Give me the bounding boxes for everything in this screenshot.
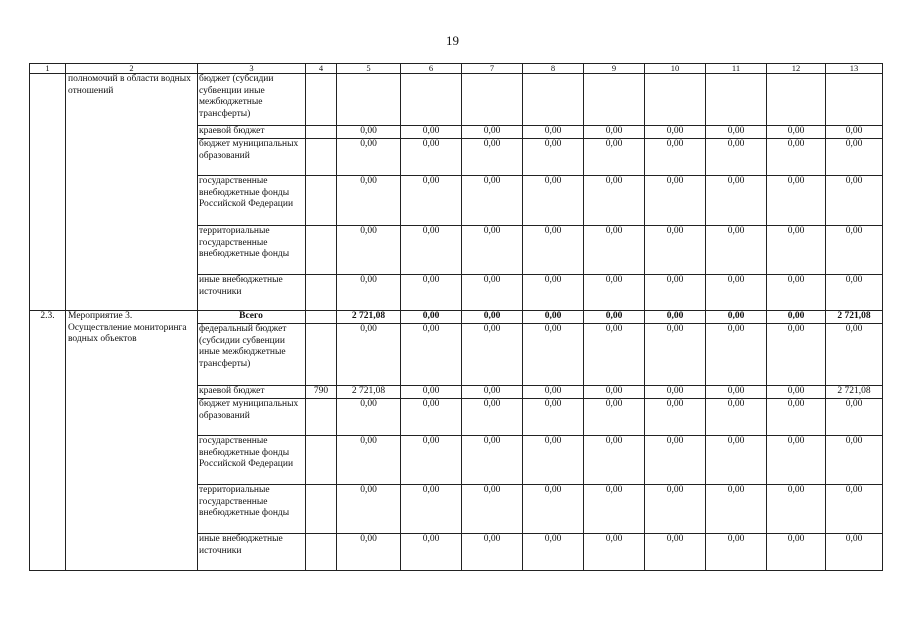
value-cell: 0,00	[645, 275, 706, 311]
funding-source: территориальные государственные внебюджетные фонды	[198, 226, 306, 275]
value-cell: 0,00	[645, 399, 706, 436]
code-cell	[306, 324, 337, 386]
value-cell: 0,00	[401, 311, 462, 324]
column-header-9: 9	[584, 64, 645, 74]
code-cell	[306, 399, 337, 436]
value-cell: 0,00	[401, 126, 462, 139]
value-cell: 0,00	[401, 275, 462, 311]
value-cell	[767, 74, 826, 126]
value-cell: 0,00	[706, 386, 767, 399]
table-row	[30, 311, 883, 324]
value-cell: 0,00	[462, 226, 523, 275]
value-cell: 0,00	[584, 311, 645, 324]
value-cell: 0,00	[584, 226, 645, 275]
value-cell: 0,00	[523, 485, 584, 534]
funding-source: государственные внебюджетные фонды Российской Федерации	[198, 176, 306, 226]
value-cell: 0,00	[767, 436, 826, 485]
value-cell: 0,00	[401, 324, 462, 386]
value-cell: 0,00	[826, 275, 883, 311]
value-cell	[523, 74, 584, 126]
value-cell: 0,00	[645, 485, 706, 534]
value-cell: 0,00	[826, 399, 883, 436]
value-cell: 0,00	[523, 399, 584, 436]
value-cell: 0,00	[645, 176, 706, 226]
value-cell: 0,00	[401, 386, 462, 399]
column-header-8: 8	[523, 64, 584, 74]
value-cell: 0,00	[337, 485, 401, 534]
value-cell: 0,00	[523, 226, 584, 275]
item-name: полномочий в области водных отношений	[66, 74, 198, 311]
value-cell: 0,00	[523, 436, 584, 485]
value-cell: 0,00	[401, 436, 462, 485]
value-cell: 0,00	[706, 275, 767, 311]
value-cell: 0,00	[523, 324, 584, 386]
value-cell: 0,00	[706, 324, 767, 386]
value-cell: 0,00	[584, 534, 645, 571]
value-cell: 0,00	[523, 534, 584, 571]
value-cell: 0,00	[767, 226, 826, 275]
funding-source: иные внебюджетные источники	[198, 275, 306, 311]
value-cell: 0,00	[523, 176, 584, 226]
value-cell: 0,00	[523, 126, 584, 139]
value-cell: 0,00	[584, 386, 645, 399]
code-cell	[306, 139, 337, 176]
value-cell: 0,00	[706, 399, 767, 436]
value-cell: 0,00	[462, 139, 523, 176]
code-cell	[306, 311, 337, 324]
value-cell: 0,00	[462, 126, 523, 139]
value-cell: 2 721,08	[337, 386, 401, 399]
value-cell: 2 721,08	[826, 386, 883, 399]
value-cell: 0,00	[462, 386, 523, 399]
value-cell	[645, 74, 706, 126]
value-cell	[706, 74, 767, 126]
value-cell: 0,00	[826, 436, 883, 485]
column-header-11: 11	[706, 64, 767, 74]
value-cell: 0,00	[462, 324, 523, 386]
code-cell	[306, 436, 337, 485]
column-header-3: 3	[198, 64, 306, 74]
page-number: 19	[446, 33, 459, 48]
value-cell: 0,00	[523, 139, 584, 176]
value-cell: 0,00	[706, 311, 767, 324]
value-cell: 0,00	[706, 485, 767, 534]
value-cell: 0,00	[462, 399, 523, 436]
funding-source: бюджет (субсидии субвенции иные межбюджетные трансферты)	[198, 74, 306, 126]
value-cell: 0,00	[826, 126, 883, 139]
table-body	[30, 64, 883, 571]
value-cell: 0,00	[401, 226, 462, 275]
value-cell: 0,00	[584, 324, 645, 386]
value-cell: 0,00	[826, 176, 883, 226]
value-cell: 0,00	[337, 226, 401, 275]
value-cell: 0,00	[337, 126, 401, 139]
value-cell: 0,00	[337, 324, 401, 386]
value-cell: 0,00	[767, 126, 826, 139]
funding-source: иные внебюджетные источники	[198, 534, 306, 571]
value-cell: 0,00	[645, 436, 706, 485]
code-cell: 790	[306, 386, 337, 399]
funding-source: бюджет муниципальных образований	[198, 139, 306, 176]
budget-table	[29, 63, 883, 571]
value-cell: 0,00	[584, 139, 645, 176]
value-cell: 0,00	[826, 139, 883, 176]
value-cell: 0,00	[462, 176, 523, 226]
column-header-12: 12	[767, 64, 826, 74]
value-cell: 0,00	[767, 324, 826, 386]
funding-source: Всего	[198, 311, 306, 324]
value-cell: 0,00	[645, 324, 706, 386]
value-cell: 0,00	[826, 485, 883, 534]
code-cell	[306, 534, 337, 571]
value-cell: 0,00	[706, 139, 767, 176]
item-number	[30, 74, 66, 311]
funding-source: бюджет муниципальных образований	[198, 399, 306, 436]
value-cell: 2 721,08	[337, 311, 401, 324]
code-cell	[306, 485, 337, 534]
column-header-6: 6	[401, 64, 462, 74]
value-cell: 0,00	[523, 275, 584, 311]
value-cell: 0,00	[826, 324, 883, 386]
value-cell: 0,00	[645, 311, 706, 324]
value-cell	[337, 74, 401, 126]
value-cell: 0,00	[767, 311, 826, 324]
value-cell: 0,00	[584, 275, 645, 311]
value-cell	[401, 74, 462, 126]
value-cell: 0,00	[767, 386, 826, 399]
value-cell: 0,00	[584, 126, 645, 139]
column-header-13: 13	[826, 64, 883, 74]
code-cell	[306, 226, 337, 275]
value-cell: 0,00	[462, 485, 523, 534]
value-cell: 0,00	[584, 436, 645, 485]
value-cell: 0,00	[767, 176, 826, 226]
value-cell: 0,00	[337, 534, 401, 571]
table-row	[30, 74, 883, 126]
value-cell	[826, 74, 883, 126]
code-cell	[306, 176, 337, 226]
column-header-2: 2	[66, 64, 198, 74]
column-header-7: 7	[462, 64, 523, 74]
value-cell: 0,00	[706, 436, 767, 485]
value-cell: 0,00	[645, 386, 706, 399]
value-cell: 0,00	[523, 311, 584, 324]
value-cell: 0,00	[337, 399, 401, 436]
value-cell: 0,00	[462, 534, 523, 571]
value-cell: 0,00	[706, 176, 767, 226]
column-header-1: 1	[30, 64, 66, 74]
value-cell: 0,00	[706, 126, 767, 139]
value-cell: 0,00	[826, 534, 883, 571]
value-cell: 0,00	[337, 139, 401, 176]
value-cell: 0,00	[462, 275, 523, 311]
item-number: 2.3.	[30, 311, 66, 571]
value-cell: 0,00	[767, 399, 826, 436]
column-number-row	[30, 64, 883, 74]
code-cell	[306, 126, 337, 139]
column-header-4: 4	[306, 64, 337, 74]
value-cell: 0,00	[645, 139, 706, 176]
value-cell: 0,00	[401, 399, 462, 436]
funding-source: краевой бюджет	[198, 126, 306, 139]
value-cell: 0,00	[767, 275, 826, 311]
value-cell: 0,00	[337, 436, 401, 485]
value-cell: 0,00	[462, 311, 523, 324]
value-cell: 0,00	[337, 275, 401, 311]
value-cell: 0,00	[645, 126, 706, 139]
funding-source: государственные внебюджетные фонды Российской Федерации	[198, 436, 306, 485]
value-cell: 0,00	[767, 139, 826, 176]
value-cell: 0,00	[584, 176, 645, 226]
funding-source: краевой бюджет	[198, 386, 306, 399]
value-cell: 0,00	[401, 534, 462, 571]
value-cell: 0,00	[584, 485, 645, 534]
value-cell: 0,00	[767, 534, 826, 571]
value-cell: 0,00	[706, 226, 767, 275]
value-cell: 0,00	[584, 399, 645, 436]
value-cell: 0,00	[462, 436, 523, 485]
funding-source: федеральный бюджет (субсидии субвенции иные межбюджетные трансферты)	[198, 324, 306, 386]
value-cell: 0,00	[826, 226, 883, 275]
item-name: Мероприятие 3. Осуществление мониторинга водных объектов	[66, 311, 198, 571]
value-cell: 0,00	[401, 485, 462, 534]
code-cell	[306, 275, 337, 311]
code-cell	[306, 74, 337, 126]
value-cell: 0,00	[401, 139, 462, 176]
value-cell	[584, 74, 645, 126]
value-cell: 0,00	[706, 534, 767, 571]
value-cell: 0,00	[645, 534, 706, 571]
value-cell: 0,00	[337, 176, 401, 226]
funding-source: территориальные государственные внебюджетные фонды	[198, 485, 306, 534]
value-cell	[462, 74, 523, 126]
value-cell: 0,00	[645, 226, 706, 275]
value-cell: 0,00	[523, 386, 584, 399]
column-header-10: 10	[645, 64, 706, 74]
column-header-5: 5	[337, 64, 401, 74]
value-cell: 2 721,08	[826, 311, 883, 324]
value-cell: 0,00	[767, 485, 826, 534]
value-cell: 0,00	[401, 176, 462, 226]
